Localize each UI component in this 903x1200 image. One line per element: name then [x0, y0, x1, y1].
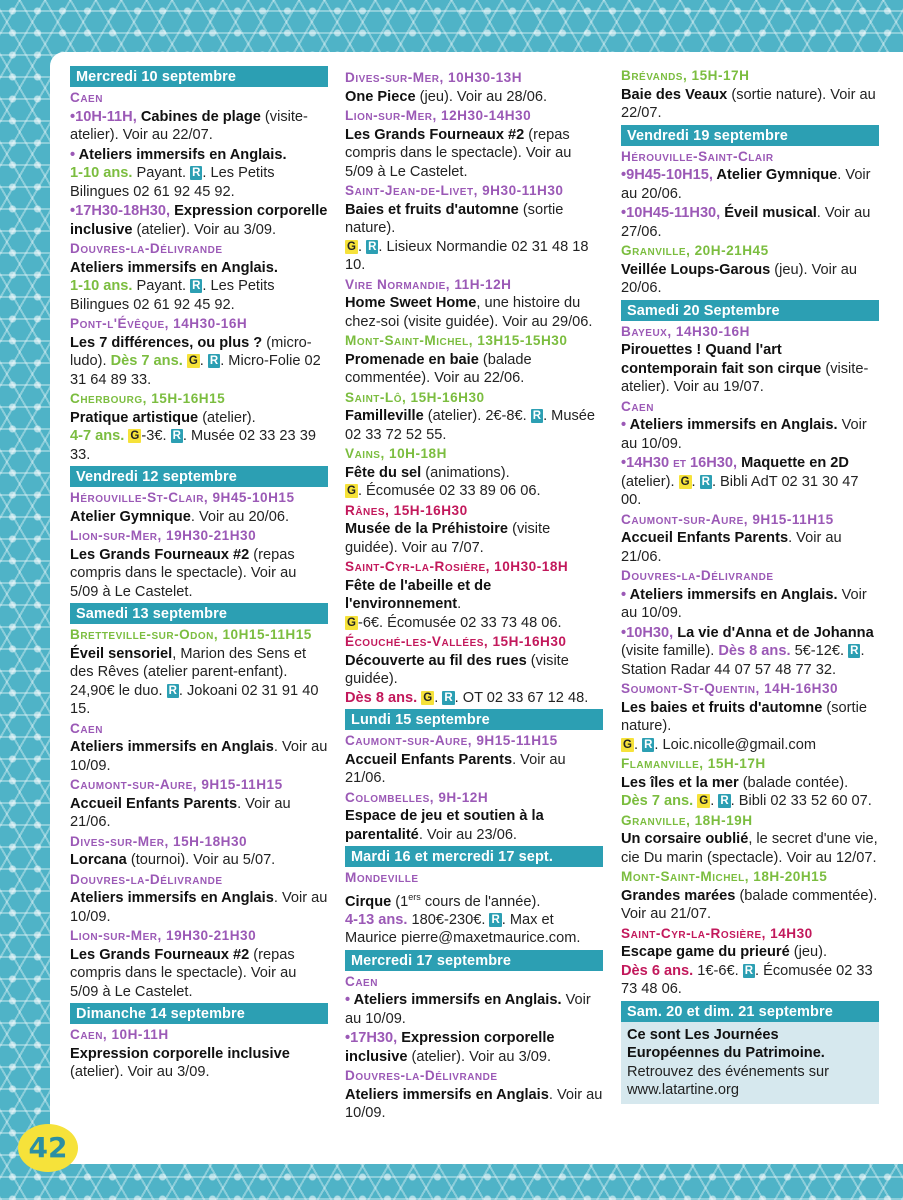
event-desc: (visite guidée).: [345, 652, 569, 687]
event-age: 1-10 ans.: [70, 278, 133, 294]
event-age: Dès 8 ans.: [718, 643, 791, 659]
event-desc: (balade contée).: [738, 774, 849, 791]
day-section: [621, 300, 879, 999]
day-section: [70, 466, 328, 601]
event-desc: . Voir au 20/06.: [190, 508, 290, 525]
event-entry: [345, 294, 603, 331]
event-desc: . Voir au 21/06.: [70, 795, 291, 830]
event-desc: (visite-atelier). Voir au 22/07.: [70, 108, 308, 143]
event-desc: Payant.: [132, 165, 191, 181]
free-badge: G: [347, 616, 356, 629]
day-section: [345, 846, 603, 948]
event-bullet: •: [70, 146, 79, 163]
event-place: Caumont-sur-Aure, 9H15-11H15: [345, 733, 558, 748]
event-title: Accueil Enfants Parents: [621, 530, 789, 546]
day-section-continued: [345, 69, 603, 707]
day-section: [621, 125, 879, 298]
event-desc: (balade commentée). Voir au 21/07.: [621, 887, 878, 922]
event-title: Les baies et fruits d'automne: [621, 699, 823, 716]
event-entry: [345, 407, 603, 444]
event-place: Caen: [621, 398, 654, 414]
event-place: Saint-Jean-de-Livet, 9H30-11H30: [345, 183, 564, 198]
event-entry: Les îles et la mer (balade contée). Dès 7 ans. G . R . Bibli 02 33 52 60 07.: [621, 774, 872, 809]
event-place: Vains, 10H-18H: [345, 446, 447, 461]
reservation-badge: R: [701, 475, 710, 488]
event-title: Les îles et la mer: [621, 774, 739, 791]
heritage-days-link[interactable]: Retrouvez des événements sur www.latartine.org: [627, 1063, 829, 1098]
event-entry: [70, 202, 328, 239]
event-entry: [345, 807, 603, 844]
event-place: Brévands, 15H-17H: [621, 68, 750, 83]
event-title: Les Grands Fourneaux #2: [70, 546, 250, 563]
event-desc: 1€-6€.: [693, 962, 743, 979]
free-badge: G: [347, 485, 356, 497]
event-entry: [345, 991, 603, 1028]
event-title: Cabines de plage: [140, 108, 261, 125]
day-header: Vendredi 12 septembre: [70, 466, 328, 487]
event-desc: , le secret d'une vie, cie Du marin (spectacle). Voir au 12/07.: [621, 831, 878, 866]
event-entry: [70, 795, 328, 832]
free-badge: G: [623, 738, 632, 751]
event-title: Fête de l'abeille et de l'environnement: [345, 577, 492, 612]
event-entry: [621, 529, 879, 566]
event-desc: . OT 02 33 67 12 48.: [454, 689, 589, 706]
event-desc: . Écomusée 02 33 73 48 06.: [621, 962, 873, 997]
event-bullet: •: [621, 417, 630, 433]
free-badge: G: [347, 240, 356, 253]
day-section: [70, 603, 328, 1001]
event-title: Éveil musical: [720, 205, 817, 221]
event-entry: Les baies et fruits d'automne (sortie nature). G . R . Loic.nicolle@gmail.com: [621, 699, 867, 753]
event-title: Ateliers immersifs en Anglais: [70, 739, 274, 755]
event-desc: (atelier). Voir au 3/09.: [132, 221, 277, 238]
event-entry: Baies et fruits d'automne (sortie nature). G . R . Lisieux Normandie 02 31 48 18 10.: [345, 201, 589, 273]
event-title: Familleville: [345, 408, 424, 424]
event-time: •17H30-18H30,: [70, 203, 171, 219]
event-desc: . Voir au 10/09.: [345, 1086, 603, 1122]
event-place: Saint-Lô, 15H-16H30: [345, 389, 485, 405]
event-title: Fête du sel: [345, 464, 422, 481]
reservation-badge: R: [192, 167, 201, 179]
event-desc: (tournoi). Voir au 5/07.: [126, 852, 276, 868]
event-desc: (repas compris dans le spectacle). Voir au 5/09 à Le Castelet.: [345, 126, 572, 180]
day-header: Dimanche 14 septembre: [70, 1003, 328, 1024]
event-desc: (visite-atelier). Voir au 19/07.: [621, 360, 869, 395]
agenda-column-3: [621, 66, 879, 1106]
event-age: Dès 6 ans.: [621, 962, 694, 979]
event-desc: . Les Petits Bilingues 02 61 92 45 92.: [70, 278, 275, 313]
event-entry: [70, 889, 328, 926]
day-section: [70, 66, 328, 464]
event-place: Soumont-St-Quentin, 14H-16H30: [621, 681, 839, 696]
event-place: Colombelles, 9H-12H: [345, 789, 489, 805]
event-desc: . Voir au 21/06.: [345, 751, 566, 786]
event-desc: (atelier). Voir au 3/09.: [407, 1048, 552, 1065]
event-entry: [70, 409, 328, 465]
heritage-days-box: [621, 1001, 879, 1104]
event-desc: (atelier). Voir au 3/09.: [70, 1064, 210, 1080]
event-place: Douvres-la-Délivrande: [70, 871, 223, 887]
event-desc: . Max et Maurice pierre@maxetmaurice.com.: [345, 911, 581, 947]
day-header: Samedi 13 septembre: [70, 603, 328, 624]
event-desc: (jeu). Voir au 20/06.: [621, 261, 858, 296]
event-desc: . Bibli AdT 02 31 30 47 00.: [621, 473, 859, 508]
event-entry: [345, 1086, 603, 1123]
event-entry: [621, 204, 879, 241]
event-entry: [70, 1045, 328, 1082]
free-badge: G: [423, 691, 433, 704]
reservation-badge: R: [192, 280, 201, 292]
event-title: Espace de jeu et soutien à la parentalité: [345, 808, 544, 843]
event-desc: .: [457, 596, 462, 612]
heritage-days-text: Ce sont Les Journées Européennes du Patrimoine.: [627, 1026, 825, 1061]
event-place: Bretteville-sur-Odon, 10H15-11H15: [70, 627, 312, 642]
event-title: Cirque: [345, 893, 392, 910]
day-section: [345, 950, 603, 1123]
event-desc: . Voir au 10/09.: [70, 739, 328, 774]
event-title: Ateliers immersifs en Anglais.: [70, 259, 278, 276]
event-title: Atelier Gymnique: [70, 508, 191, 525]
event-age: Dès 7 ans.: [110, 353, 183, 369]
reservation-badge: R: [168, 684, 177, 697]
event-place: Douvres-la-Délivrande: [621, 568, 774, 583]
event-time: •10H-11H,: [70, 108, 137, 125]
free-badge: G: [699, 795, 709, 807]
event-time: •10H30,: [621, 624, 674, 641]
day-section-continued: [621, 67, 879, 123]
event-entry: [345, 464, 603, 501]
event-desc: 180€-230€.: [407, 911, 490, 928]
reservation-badge: R: [491, 913, 500, 926]
event-entry: [70, 946, 328, 1002]
event-desc: . Écomusée 02 33 89 06 06.: [357, 483, 541, 499]
event-bullet: •: [621, 586, 630, 603]
event-place: Bayeux, 14H30-16H: [621, 323, 750, 339]
event-entry: [70, 546, 328, 602]
event-entry: [621, 830, 879, 867]
event-desc: . Les Petits Bilingues 02 61 92 45 92.: [70, 165, 275, 200]
event-title: Un corsaire oublié: [621, 831, 749, 847]
event-entry: [70, 146, 328, 202]
event-desc: , Marion des Sens et des Rêves (atelier parent-enfant). 24,90€ le duo.: [70, 645, 307, 699]
event-place: Dives-sur-Mer, 10H30-13H: [345, 70, 523, 85]
event-entry: •14H30 et 16H30, Maquette en 2D (atelier). G . R . Bibli AdT 02 31 30 47 00.: [621, 455, 859, 508]
reservation-badge: R: [644, 738, 653, 751]
event-title: Pratique artistique: [70, 409, 199, 426]
event-entry: [621, 86, 879, 123]
event-title: Découverte au fil des rues: [345, 652, 527, 669]
reservation-badge: R: [532, 410, 542, 422]
event-entry: [70, 259, 328, 315]
free-badge: G: [680, 475, 690, 488]
event-title: Lorcana: [70, 852, 127, 868]
day-header: Mardi 16 et mercredi 17 sept.: [345, 846, 603, 867]
event-desc: -6€. Écomusée 02 33 73 48 06.: [357, 614, 562, 631]
event-place: Cherbourg, 15H-16H15: [70, 391, 226, 406]
event-place: Saint-Cyr-la-Rosière, 14H30: [621, 925, 813, 941]
event-bullet: •: [345, 992, 354, 1009]
event-desc: . Voir au 23/06.: [418, 826, 517, 843]
event-desc: . Voir au 27/06.: [621, 205, 871, 240]
event-entry: [70, 508, 328, 527]
day-header: Sam. 20 et dim. 21 septembre: [621, 1001, 879, 1022]
event-entry: [345, 1029, 603, 1066]
event-desc: (sortie nature).: [345, 201, 564, 236]
event-place: Hérouville-Saint-Clair: [621, 148, 774, 164]
event-entry: [621, 887, 879, 924]
event-entry: [621, 261, 879, 298]
event-time: •17H30,: [345, 1030, 398, 1047]
event-title: Maquette en 2D: [737, 455, 849, 471]
event-place: Vire Normandie, 11H-12H: [345, 276, 512, 292]
event-age: 4-7 ans.: [70, 428, 125, 444]
event-desc: . Voir au 21/06.: [621, 530, 842, 565]
event-place: Douvres-la-Délivrande: [345, 1068, 498, 1084]
event-desc: Voir au 10/09.: [345, 992, 591, 1027]
event-entry: [621, 624, 879, 680]
event-place: Hérouville-St-Clair, 9H45-10H15: [70, 490, 295, 505]
event-place: Lion-sur-Mer, 12H30-14H30: [345, 108, 532, 123]
page-number: 42: [18, 1124, 78, 1172]
event-place: Granville, 20H-21H45: [621, 243, 769, 258]
day-header: Mercredi 17 septembre: [345, 950, 603, 971]
day-header: Vendredi 19 septembre: [621, 125, 879, 146]
event-title: Les 7 différences, ou plus ?: [70, 334, 263, 351]
reservation-badge: R: [444, 691, 453, 704]
event-desc: (repas compris dans le spectacle). Voir au 5/09 à Le Castelet.: [70, 946, 297, 1000]
event-place: Dives-sur-Mer, 15H-18H30: [70, 833, 248, 849]
event-entry: [621, 166, 879, 203]
event-desc: cours de l'année).: [420, 893, 541, 910]
event-title: Ateliers immersifs en Anglais.: [629, 417, 838, 433]
event-desc: (atelier). 2€-8€.: [423, 408, 531, 424]
event-title: La vie d'Anna et de Johanna: [673, 624, 874, 641]
day-header: Samedi 20 Septembre: [621, 300, 879, 321]
event-desc: . Micro-Folie 02 31 64 89 33.: [70, 353, 321, 388]
event-place: Caumont-sur-Aure, 9H15-11H15: [621, 511, 834, 527]
event-title: Ateliers immersifs en Anglais: [345, 1086, 549, 1103]
event-entry: [621, 943, 879, 999]
event-title: Expression corporelle inclusive: [70, 203, 328, 238]
event-desc: . Bibli 02 33 52 60 07.: [730, 793, 872, 809]
event-place: Flamanville, 15H-17H: [621, 756, 766, 771]
event-desc: (sortie nature).: [621, 699, 867, 734]
event-place: Caen: [345, 973, 378, 989]
event-title: Home Sweet Home: [345, 295, 477, 311]
event-entry: [345, 751, 603, 788]
event-place: Caen: [70, 90, 103, 105]
event-title: Ateliers immersifs en Anglais.: [353, 992, 562, 1009]
event-time: •10H45-11H30,: [621, 205, 721, 221]
event-age: Dès 7 ans.: [621, 793, 694, 809]
event-place: Mont-Saint-Michel, 13H15-15H30: [345, 333, 568, 348]
event-desc: . Voir au 10/09.: [70, 890, 328, 925]
event-title: One Piece: [345, 88, 416, 105]
event-place: Mondeville: [345, 870, 419, 885]
event-title: Les Grands Fourneaux #2: [70, 946, 250, 963]
event-title: Ateliers immersifs en Anglais.: [78, 146, 287, 163]
reservation-badge: R: [172, 430, 181, 442]
event-entry: [345, 88, 603, 107]
event-place: Lion-sur-Mer, 19H30-21H30: [70, 928, 257, 943]
event-entry: [345, 577, 603, 633]
event-desc: (jeu).: [789, 944, 828, 960]
event-desc: 5€-12€.: [790, 643, 849, 659]
event-desc: Voir au 10/09.: [621, 586, 867, 621]
event-desc: . Loic.nicolle@gmail.com: [654, 736, 816, 753]
event-place: Pont-l'Évêque, 14H30-16H: [70, 316, 248, 331]
event-title: Ateliers immersifs en Anglais: [70, 890, 274, 906]
event-desc: . Station Radar 44 07 57 48 77 32.: [621, 643, 865, 678]
event-title: Expression corporelle inclusive: [345, 1030, 555, 1065]
event-desc: (atelier).: [198, 409, 256, 426]
reservation-badge: R: [368, 240, 377, 253]
event-place: Lion-sur-Mer, 19H30-21H30: [70, 528, 257, 543]
event-place: Caen: [70, 720, 103, 736]
event-entry: [621, 341, 879, 397]
event-desc: . Voir au 20/06.: [621, 167, 871, 202]
free-badge: G: [188, 355, 198, 367]
event-desc: . Musée 02 33 23 39 33.: [70, 428, 316, 463]
event-title: Musée de la Préhistoire: [345, 521, 509, 537]
event-age: 1-10 ans.: [70, 165, 133, 181]
event-entry: [70, 108, 328, 145]
event-place: Écouché-les-Vallées, 15H-16H30: [345, 634, 567, 649]
reservation-badge: R: [850, 645, 859, 657]
event-entry: [70, 738, 328, 775]
event-title: Accueil Enfants Parents: [345, 751, 513, 768]
event-desc: (jeu). Voir au 28/06.: [415, 88, 547, 105]
event-desc: (animations).: [421, 464, 510, 481]
event-place: Caumont-sur-Aure, 9H15-11H15: [70, 777, 283, 792]
event-time: •14H30 et 16H30,: [621, 455, 738, 471]
event-entry: [345, 351, 603, 388]
event-title: Expression corporelle inclusive: [70, 1045, 290, 1062]
event-title: Grandes marées: [621, 887, 736, 904]
event-place: Mont-Saint-Michel, 18H-20H15: [621, 869, 828, 884]
event-age: Dès 8 ans.: [345, 689, 418, 706]
event-desc: -3€.: [141, 428, 171, 444]
event-desc: (balade commentée). Voir au 22/06.: [345, 351, 532, 386]
event-place: Rânes, 15H-16H30: [345, 502, 468, 518]
reservation-badge: R: [744, 964, 754, 977]
event-entry: Découverte au fil des rues (visite guidée). Dès 8 ans. G . R . OT 02 33 67 12 48.: [345, 652, 589, 706]
event-desc: (visite famille).: [621, 643, 719, 659]
event-entry: [70, 645, 328, 719]
event-title: Baie des Veaux: [621, 86, 728, 103]
event-entry: [70, 851, 328, 870]
day-header: Lundi 15 septembre: [345, 709, 603, 730]
event-title: Veillée Loups-Garous: [621, 261, 771, 278]
event-title: Les Grands Fourneaux #2: [345, 126, 525, 143]
event-entry: [621, 586, 879, 623]
event-age: 4-13 ans.: [345, 911, 408, 928]
event-entry: [621, 416, 879, 453]
event-desc: , une histoire du chez-soi (visite guidée). Voir au 29/06.: [345, 295, 593, 330]
event-desc: (repas compris dans le spectacle). Voir au 5/09 à Le Castelet.: [70, 546, 297, 600]
day-section: [70, 1003, 328, 1082]
event-title: Atelier Gymnique: [712, 167, 838, 183]
event-desc: (micro-ludo).: [70, 334, 312, 369]
event-desc: Payant.: [132, 278, 191, 294]
superscript: ers: [408, 891, 421, 902]
event-title: Accueil Enfants Parents: [70, 795, 238, 812]
event-time: •9H45-10H15,: [621, 167, 713, 183]
reservation-badge: R: [720, 795, 729, 807]
event-desc: (atelier).: [621, 473, 679, 490]
heritage-days-title: [627, 1026, 873, 1063]
event-title: Escape game du prieuré: [621, 944, 790, 960]
event-desc: . Musée 02 33 72 52 55.: [345, 408, 595, 443]
event-entry: [345, 888, 603, 948]
event-entry: [345, 126, 603, 182]
event-title: Éveil sensoriel: [70, 645, 173, 662]
event-title: Promenade en baie: [345, 351, 479, 368]
event-title: Pirouettes ! Quand l'art contemporain fait son cirque: [621, 342, 822, 377]
event-desc: (1: [391, 893, 409, 910]
event-title: Ateliers immersifs en Anglais.: [629, 586, 838, 603]
day-section: [345, 709, 603, 844]
agenda-column-2: [345, 68, 603, 1125]
event-place: Granville, 18H-19H: [621, 812, 753, 828]
event-desc: . Jokoani 02 31 91 40 15.: [70, 682, 319, 717]
event-desc: (sortie nature). Voir au 22/07.: [621, 86, 876, 121]
event-place: Saint-Cyr-la-Rosière, 10H30-18H: [345, 559, 569, 574]
event-desc: Voir au 10/09.: [621, 417, 867, 452]
agenda-column-1: [70, 66, 328, 1084]
event-entry: Les 7 différences, ou plus ? (micro-ludo). Dès 7 ans. G . R . Micro-Folie 02 31 64 89 33.: [70, 334, 321, 388]
event-place: Douvres-la-Délivrande: [70, 241, 223, 256]
event-title: Baies et fruits d'automne: [345, 201, 519, 218]
reservation-badge: R: [209, 355, 219, 367]
event-desc: . Lisieux Normandie 02 31 48 18 10.: [345, 238, 589, 273]
day-header: Mercredi 10 septembre: [70, 66, 328, 87]
event-place: Caen, 10H-11H: [70, 1027, 169, 1042]
event-desc: (visite guidée). Voir au 7/07.: [345, 521, 551, 556]
free-badge: G: [130, 430, 140, 442]
event-entry: [345, 520, 603, 557]
